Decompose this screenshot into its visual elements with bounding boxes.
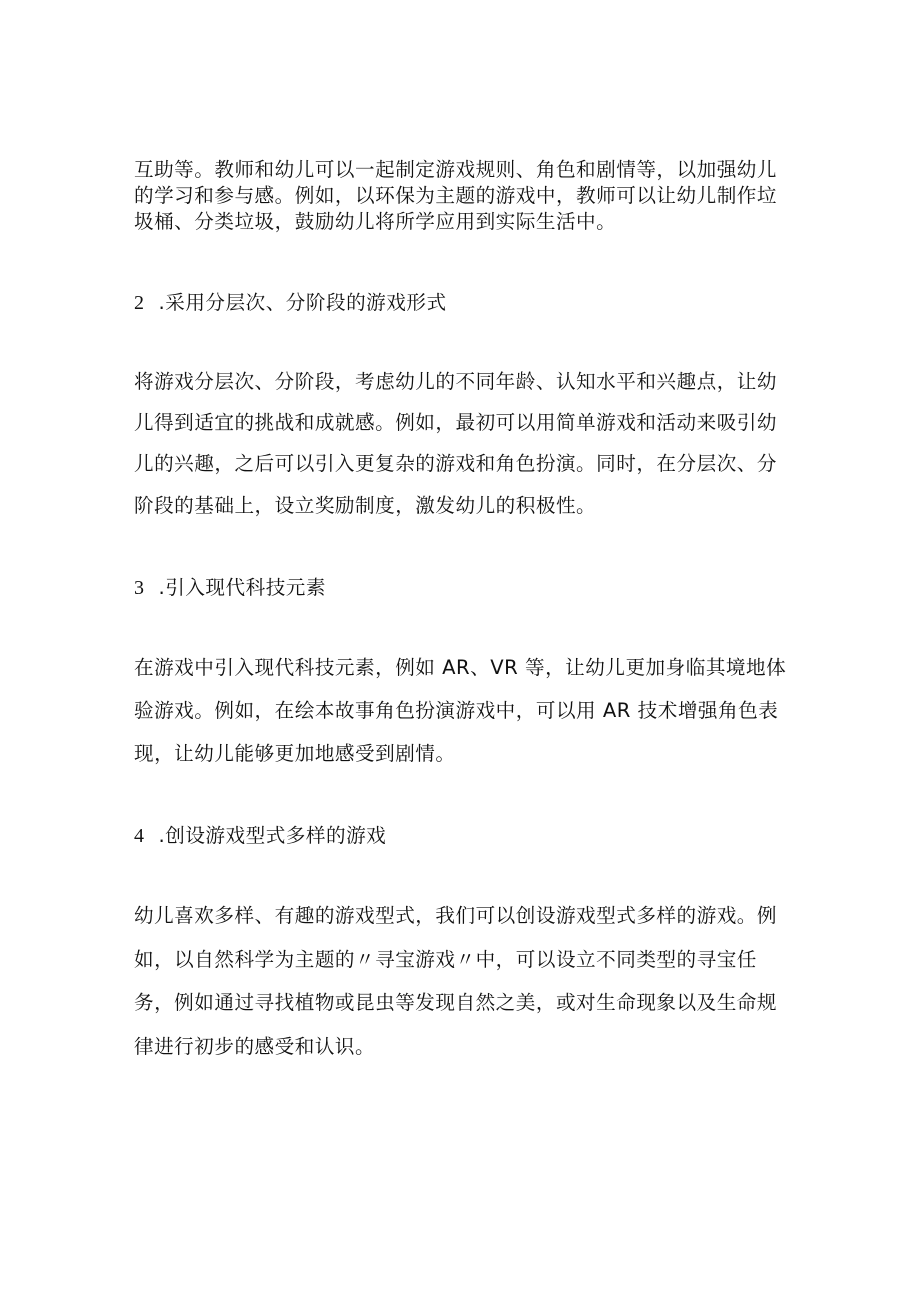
section-number: 4	[134, 825, 145, 847]
text-line: 儿的兴趣，之后可以引入更复杂的游戏和角色扮演。同时，在分层次、分	[134, 452, 777, 475]
section-title: .创设游戏型式多样的游戏	[158, 824, 387, 847]
text-line: 务，例如通过寻找植物或昆虫等发现自然之美，或对生命现象以及生命规	[134, 991, 777, 1014]
text-line: 现，让幼儿能够更加地感受到剧情。	[134, 742, 456, 765]
text-line: 互助等。教师和幼儿可以一起制定游戏规则、角色和剧情等，以加强幼儿	[134, 158, 777, 181]
text-line: 将游戏分层次、分阶段，考虑幼儿的不同年龄、认知水平和兴趣点，让幼	[134, 370, 777, 393]
section-number: 2	[134, 292, 145, 314]
text-line: 律进行初步的感受和认识。	[134, 1035, 376, 1058]
text-line: 幼儿喜欢多样、有趣的游戏型式，我们可以创设游戏型式多样的游戏。例	[134, 904, 777, 927]
section-2-heading	[134, 291, 447, 315]
section-title: .采用分层次、分阶段的游戏形式	[158, 291, 447, 314]
section-number: 3	[134, 577, 145, 599]
section-3-heading	[134, 576, 326, 600]
text-line: 阶段的基础上，设立奖励制度，激发幼儿的积极性。	[134, 494, 597, 517]
text-line: 如，以自然科学为主题的〃寻宝游戏〃中，可以设立不同类型的寻宝任	[134, 948, 757, 971]
text-line: 在游戏中引入现代科技元素，例如 AR、VR 等，让幼儿更加身临其境地体	[134, 656, 787, 679]
text-line: 儿得到适宜的挑战和成就感。例如，最初可以用简单游戏和活动来吸引幼	[134, 411, 777, 434]
section-title: .引入现代科技元素	[158, 576, 326, 599]
section-4-heading	[134, 824, 386, 848]
text-line: 验游戏。例如，在绘本故事角色扮演游戏中，可以用 AR 技术增强角色表	[134, 699, 779, 722]
text-line: 圾桶、分类垃圾，鼓励幼儿将所学应用到实际生活中。	[134, 210, 617, 233]
text-line: 的学习和参与感。例如，以环保为主题的游戏中，教师可以让幼儿制作垃	[134, 184, 777, 207]
